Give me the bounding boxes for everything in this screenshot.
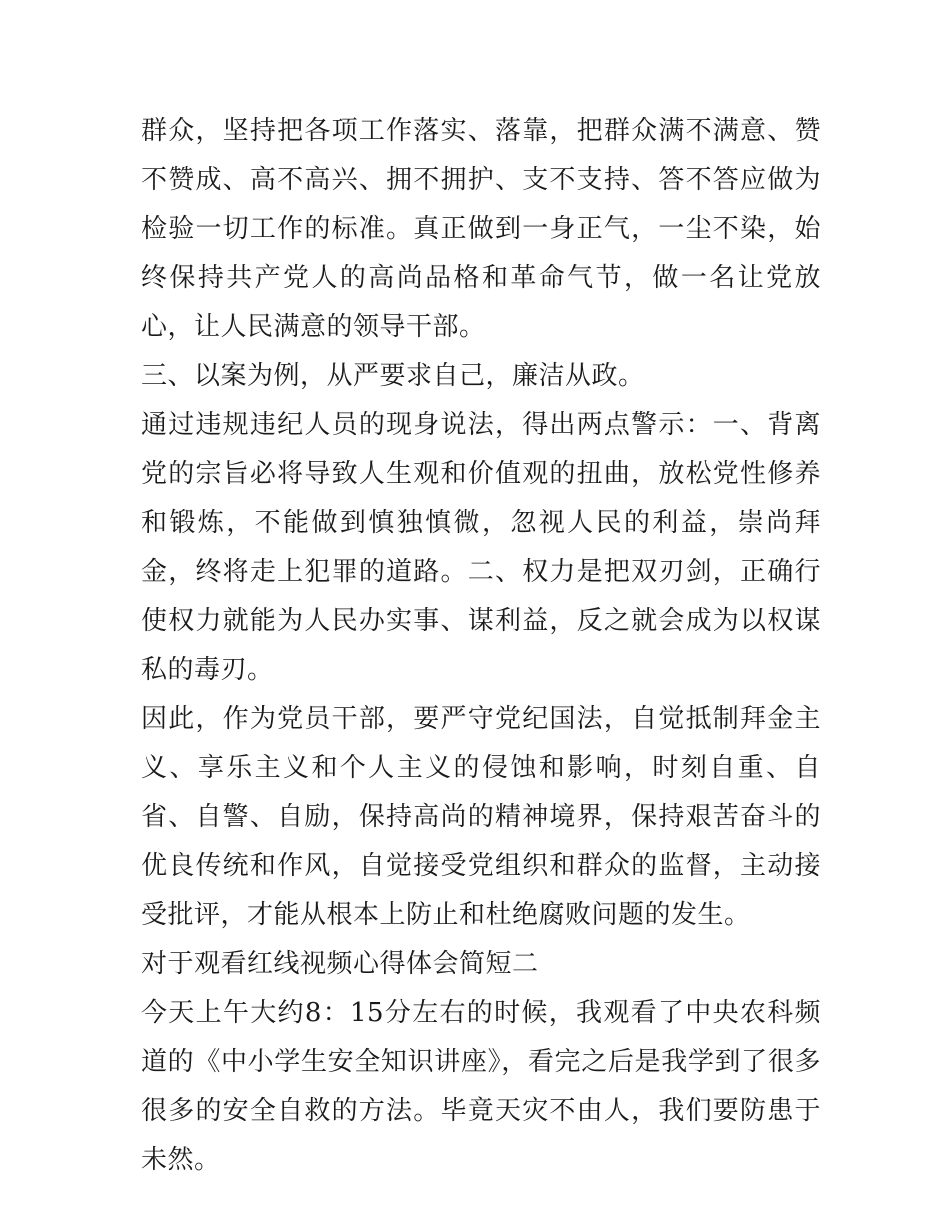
paragraph-continued: 群众，坚持把各项工作落实、落靠，把群众满不满意、赞不赞成、高不高兴、拥不拥护、支不支持、答不答应做为检验一切工作的标准。真正做到一身正气，一尘不染，始终保持共产党人的高尚品格和革命气节，做一名让党放心，让人民满意的领导干部。 — [141, 116, 821, 342]
paragraph-conclusion: 因此，作为党员干部，要严守党纪国法，自觉抵制拜金主义、享乐主义和个人主义的侵蚀和影响，时刻自重、自省、自警、自励，保持高尚的精神境界，保持艰苦奋斗的优良传统和作风，自觉接受党组织和群众的监督，主动接受批评，才能从根本上防止和杜绝腐败问题的发生。 — [141, 704, 821, 930]
document-body — [141, 107, 821, 1185]
article-title-two: 对于观看红线视频心得体会简短二 — [141, 949, 539, 979]
paragraph-warnings: 通过违规违纪人员的现身说法，得出两点警示：一、背离党的宗旨必将导致人生观和价值观的扭曲，放松党性修养和锻炼，不能做到慎独慎微，忽视人民的利益，崇尚拜金，终将走上犯罪的道路。二、权力是把双刃剑，正确行使权力就能为人民办实事、谋利益，反之就会成为以权谋私的毒刃。 — [141, 410, 821, 685]
paragraph-safety: 今天上午大约8：15分左右的时候，我观看了中央农科频道的《中小学生安全知识讲座》，看完之后是我学到了很多很多的安全自救的方法。毕竟天灾不由人，我们要防患于未然。 — [141, 998, 821, 1175]
section-heading-three: 三、以案为例，从严要求自己，廉洁从政。 — [141, 361, 645, 391]
